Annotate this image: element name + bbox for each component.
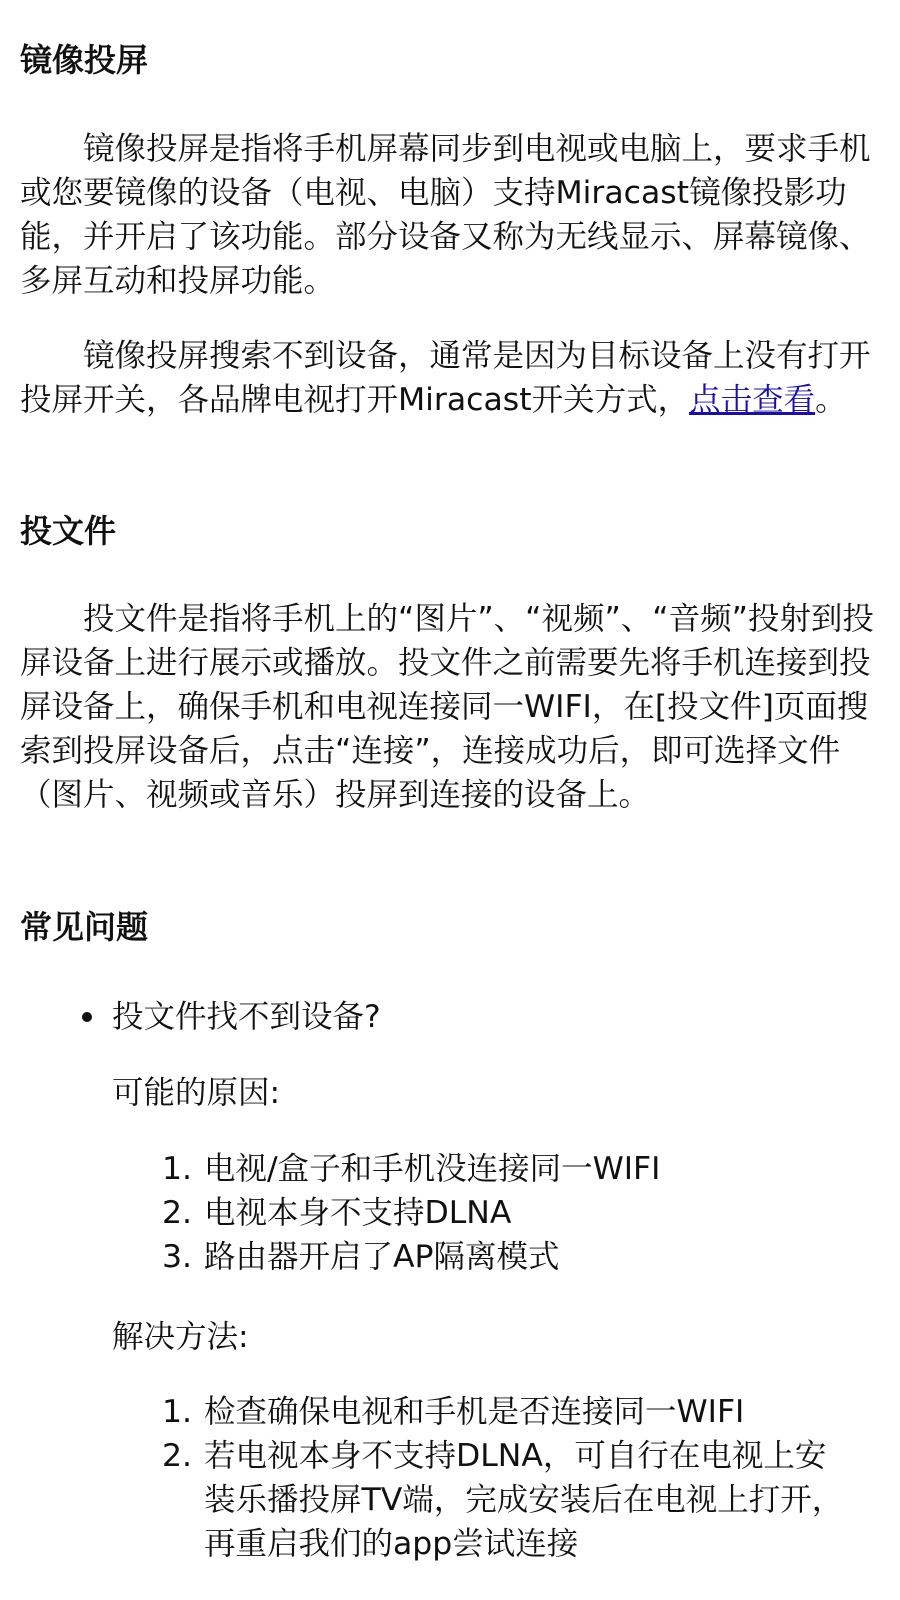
bullet-dot-icon bbox=[82, 1012, 92, 1022]
mirror-troubleshoot-paragraph bbox=[20, 334, 880, 422]
solution-item: 2. 若电视本身不支持DLNA，可自行在电视上安装乐播投屏TV端，完成安装后在电视上打开，再重启我们的app尝试连接 bbox=[162, 1438, 844, 1562]
solutions-label: 解决方法: bbox=[112, 1319, 249, 1355]
cause-item: 3. 路由器开启了AP隔离模式 bbox=[162, 1239, 560, 1275]
mirror-description-paragraph: 镜像投屏是指将手机屏幕同步到电视或电脑上，要求手机或您要镜像的设备（电视、电脑）支持Miracast镜像投影功能，并开启了该功能。部分设备又称为无线显示、屏幕镜像、多屏互动和投屏功能。 bbox=[20, 131, 871, 299]
file-description-paragraph: 投文件是指将手机上的“图片”、“视频”、“音频”投射到投屏设备上进行展示或播放。投文件之前需要先将手机连接到投屏设备上，确保手机和电视连接同一WIFI，在[投文件]页面搜索到投屏设备后，点击“连接”，连接成功后，即可选择文件（图片、视频或音乐）投屏到连接的设备上。 bbox=[20, 601, 874, 813]
solution-item: 1. 检查确保电视和手机是否连接同一WIFI bbox=[162, 1394, 745, 1430]
section-heading-file: 投文件 bbox=[20, 512, 117, 550]
section-heading-mirror: 镜像投屏 bbox=[20, 41, 149, 79]
view-details-link[interactable]: 点击查看 bbox=[689, 382, 816, 418]
solutions-list bbox=[162, 1390, 852, 1566]
mirror-troubleshoot-end: 。 bbox=[815, 382, 847, 418]
causes-list bbox=[162, 1147, 852, 1279]
causes-label: 可能的原因: bbox=[112, 1075, 281, 1111]
cause-item: 2. 电视本身不支持DLNA bbox=[162, 1195, 512, 1231]
cause-item: 1. 电视/盒子和手机没连接同一WIFI bbox=[162, 1151, 661, 1187]
section-heading-faq: 常见问题 bbox=[20, 908, 149, 946]
mirror-troubleshoot-text: 镜像投屏搜索不到设备，通常是因为目标设备上没有打开投屏开关，各品牌电视打开Miracast开关方式， bbox=[20, 338, 871, 418]
faq-question: 投文件找不到设备? bbox=[112, 999, 381, 1035]
